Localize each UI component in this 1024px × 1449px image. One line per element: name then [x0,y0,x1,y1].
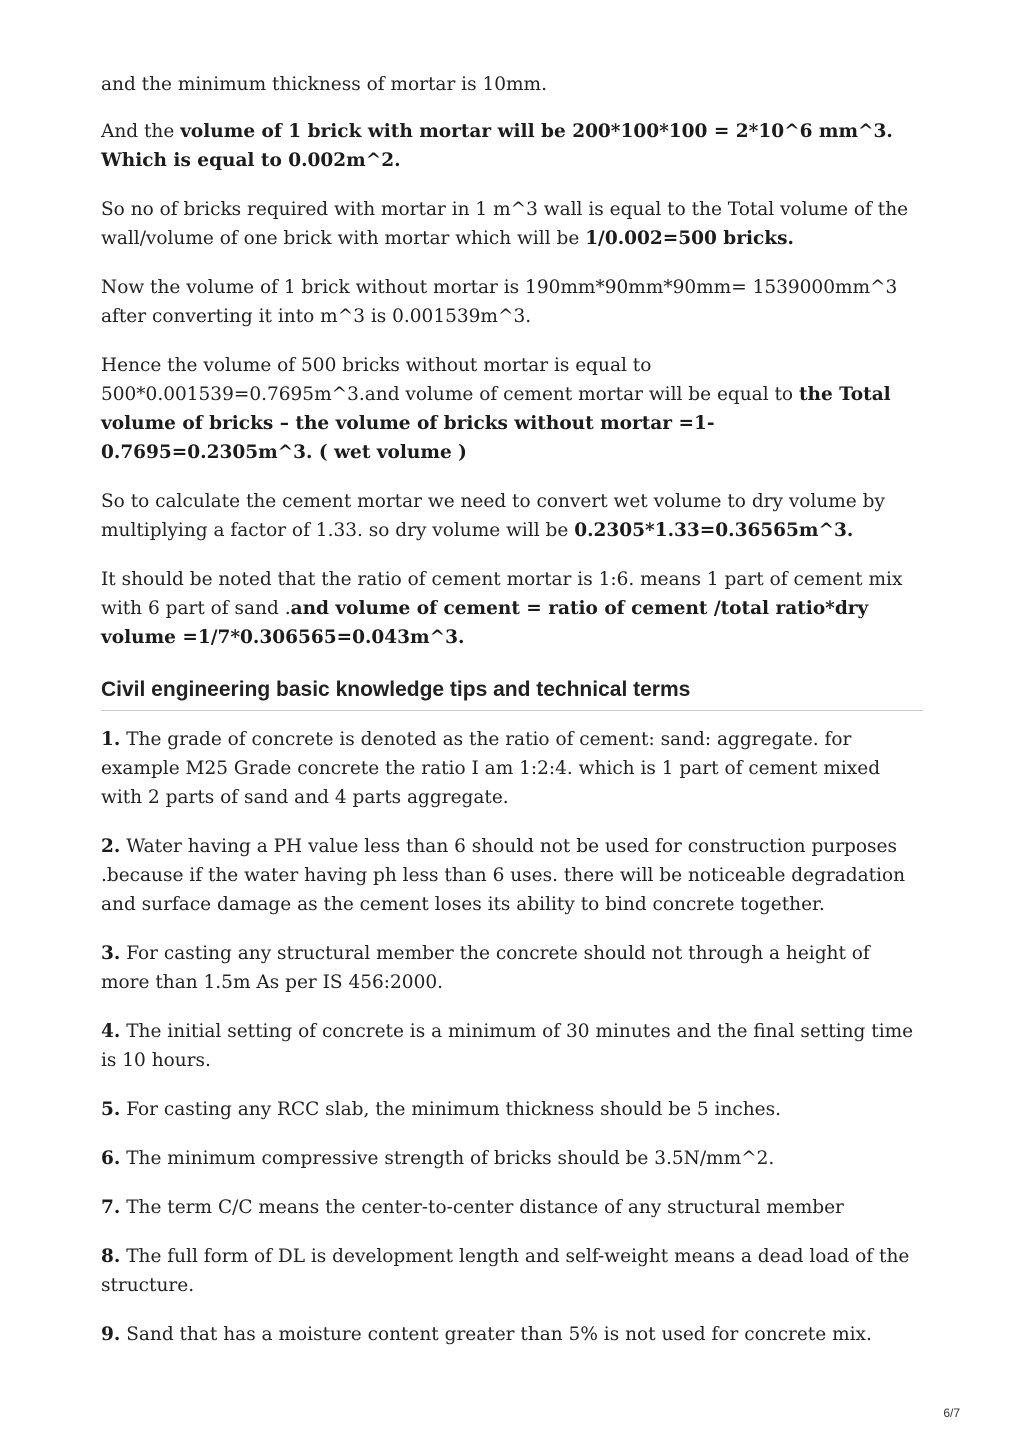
paragraph-brick-volume-without-mortar: Now the volume of 1 brick without mortar is 190mm*90mm*90mm= 1539000mm^3 after converting it into m^3 is 0.001539m^3. [101,277,898,327]
tip-number: 6. [101,1148,121,1169]
paragraph-brick-volume-with-mortar [101,117,923,175]
paragraph-text: And the [101,121,181,142]
tip-number: 1. [101,729,121,750]
tip-item [101,1095,923,1124]
paragraph-wet-volume [101,351,923,467]
tip-number: 9. [101,1324,121,1345]
bold-text: volume of 1 brick with mortar will be 200*100*100 = 2*10^6 mm^3. Which is equal to 0.002m^2. [101,121,893,171]
tip-number: 4. [101,1021,121,1042]
bold-text: 1/0.002=500 bricks. [585,228,794,249]
tip-number: 5. [101,1099,121,1120]
tip-item [101,832,923,919]
paragraph-text: Hence the volume of 500 bricks without mortar is equal to 500*0.001539=0.7695m^3.and volume of cement mortar will be equal to [101,355,799,405]
tip-text: The term C/C means the center-to-center distance of any structural member [120,1197,844,1218]
tip-item [101,1193,923,1222]
tip-number: 7. [101,1197,121,1218]
tip-text: The initial setting of concrete is a minimum of 30 minutes and the final setting time is 10 hours. [101,1021,914,1071]
tip-text: Water having a PH value less than 6 should not be used for construction purposes .because if the water having ph less than 6 uses. there will be noticeable degradation and surface damage as the cement loses its ability to bind concrete together. [101,836,906,915]
paragraph-bricks-required [101,195,923,253]
tip-number: 2. [101,836,121,857]
tip-text: The full form of DL is development length and self-weight means a dead load of the structure. [101,1246,910,1296]
paragraph-text: It should be noted that the ratio of cement mortar is 1:6. means 1 part of cement mix with 6 part of sand . [101,569,903,619]
paragraph-text: So no of bricks required with mortar in 1 m^3 wall is equal to the Total volume of the wall/volume of one brick with mortar which will be [101,199,909,249]
tip-text: The grade of concrete is denoted as the ratio of cement: sand: aggregate. for example M25 Grade concrete the ratio I am 1:2:4. which is 1 part of cement mixed with 2 parts of sand and 4 parts aggregate. [101,729,881,808]
tip-text: For casting any RCC slab, the minimum thickness should be 5 inches. [120,1099,781,1120]
paragraph-text: So to calculate the cement mortar we need to convert wet volume to dry volume by multiplying a factor of 1.33. so dry volume will be [101,491,885,541]
section-heading: Civil engineering basic knowledge tips and technical terms [101,676,923,711]
tip-text: Sand that has a moisture content greater than 5% is not used for concrete mix. [120,1324,872,1345]
tip-item [101,1320,923,1349]
tip-number: 8. [101,1246,121,1267]
article-content [101,70,923,1369]
tip-text: The minimum compressive strength of bricks should be 3.5N/mm^2. [120,1148,775,1169]
paragraph-cement-volume [101,565,923,652]
bold-text: and volume of cement = ratio of cement /total ratio*dry volume =1/7*0.306565=0.043m^3. [101,598,869,648]
tip-item [101,1242,923,1300]
paragraph-mortar-thickness: and the minimum thickness of mortar is 10mm. [101,74,547,95]
bold-text: the Total volume of bricks – the volume of bricks without mortar =1-0.7695=0.2305m^3. ( wet volume ) [101,384,891,463]
tip-text: For casting any structural member the concrete should not through a height of more than 1.5m As per IS 456:2000. [101,943,870,993]
bold-text: 0.2305*1.33=0.36565m^3. [574,520,854,541]
page-number: 6/7 [943,1406,960,1420]
tip-item [101,725,923,812]
tips-list [101,725,923,1349]
tip-number: 3. [101,943,121,964]
tip-item [101,1017,923,1075]
tip-item [101,939,923,997]
tip-item [101,1144,923,1173]
paragraph-dry-volume [101,487,923,545]
